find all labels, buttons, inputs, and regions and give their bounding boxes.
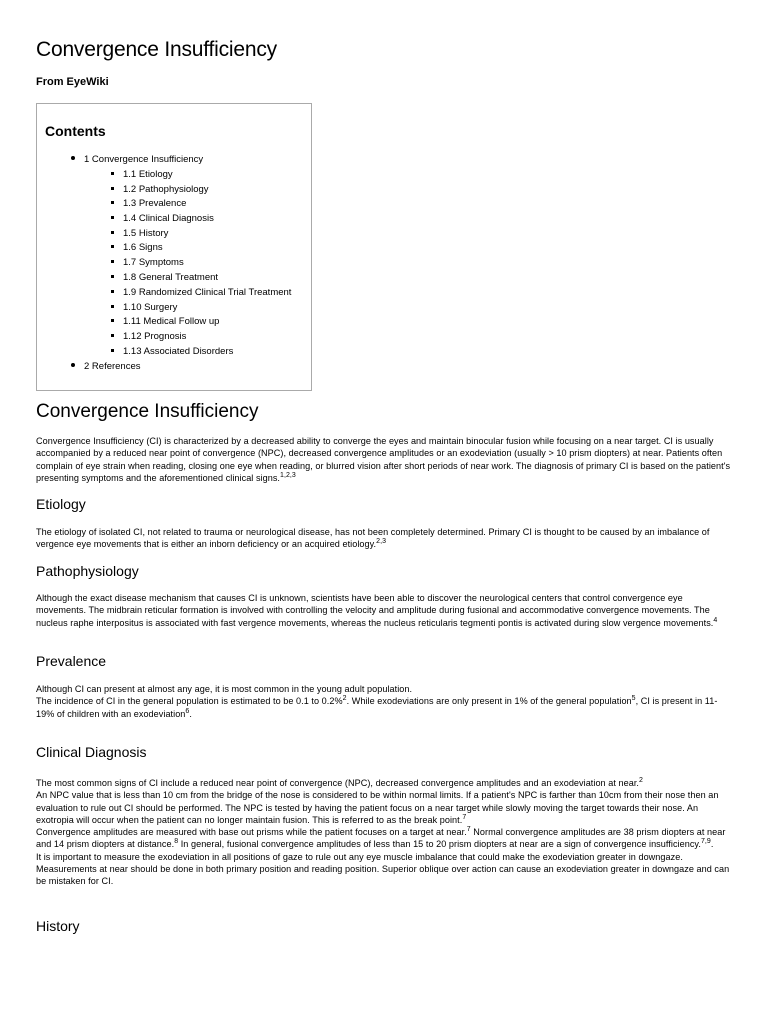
toc-item-1-6[interactable]: 1.6 Signs xyxy=(111,242,163,254)
section-heading-history: History xyxy=(36,918,80,934)
toc-title: Contents xyxy=(45,123,106,139)
toc-item-1-11[interactable]: 1.11 Medical Follow up xyxy=(111,316,219,328)
reference-link[interactable]: 8 xyxy=(174,838,179,846)
bullet-icon xyxy=(111,231,114,234)
reference-link[interactable]: 2 xyxy=(342,695,347,703)
reference-link[interactable]: 2,3 xyxy=(376,538,387,546)
etiology-paragraph: The etiology of isolated CI, not related to trauma or neurological disease, has not been completely determined. Primary CI is thought to be caused by an imbalance of vergence eye movements that is either an inborn deficiency or an acquired etiology.$^{2,3}$ xyxy=(36,527,710,550)
toc-item-1-7[interactable]: 1.7 Symptoms xyxy=(111,257,184,269)
table-of-contents xyxy=(36,103,312,391)
toc-item-1-2[interactable]: 1.2 Pathophysiology xyxy=(111,184,209,196)
toc-item-1[interactable]: 1 Convergence Insufficiency xyxy=(71,154,203,166)
reference-link[interactable]: 2 xyxy=(638,777,643,784)
bullet-icon xyxy=(111,201,114,204)
section-heading-etiology: Etiology xyxy=(36,496,86,512)
page-title: Convergence Insufficiency xyxy=(36,38,277,61)
bullet-icon xyxy=(111,349,114,352)
toc-item-1-3[interactable]: 1.3 Prevalence xyxy=(111,198,186,210)
section-heading-prevalence: Prevalence xyxy=(36,653,107,669)
toc-item-1-1[interactable]: 1.1 Etiology xyxy=(111,169,173,181)
section-heading-pathophysiology: Pathophysiology xyxy=(36,563,139,579)
bullet-icon xyxy=(71,363,75,367)
prevalence-paragraph: Although CI can present at almost any age, it is most common in the young adult population. The incidence of CI in the general population is estimated to be 0.1 to 0.2%$^2$. While exodeviations are only present in 1% of the general population$^5$, CI is present in 11-19% of children with an exodeviation$^6$. xyxy=(36,684,718,719)
bullet-icon xyxy=(111,275,114,278)
pathophysiology-paragraph: Although the exact disease mechanism that causes CI is unknown, scientists have been able to discover the neurological centers that control convergence eye movements. The midbrain reticular formation is involved with controlling the velocity and amplitude during fusional and accommodative convergence movements. The nucleus raphe interpositus is associated with fast vergence movements, whereas the nucleus reticularis tegmenti pontis is activated during slow vergence movements.$^4$ xyxy=(36,593,718,628)
reference-link[interactable]: 1,2,3 xyxy=(280,471,296,479)
bullet-icon xyxy=(111,187,114,190)
page-subtitle: From EyeWiki xyxy=(36,76,109,88)
bullet-icon xyxy=(71,156,75,160)
toc-item-1-13[interactable]: 1.13 Associated Disorders xyxy=(111,346,233,358)
reference-link[interactable]: 4 xyxy=(713,616,718,624)
toc-item-1-8[interactable]: 1.8 General Treatment xyxy=(111,272,218,284)
bullet-icon xyxy=(111,305,114,308)
toc-item-1-5[interactable]: 1.5 History xyxy=(111,228,168,240)
reference-link[interactable]: 7,9 xyxy=(700,838,711,846)
intro-paragraph: Convergence Insufficiency (CI) is characterized by a decreased ability to converge the eyes and maintain binocular fusion while focusing on a near target. CI is usually accompanied by a reduced near point of convergence (NPC), decreased convergence amplitudes or an exodeviation (usually > 10 prism diopters) at near. Patients often complain of eye strain when reading, closing one eye when reading, or blurred vision after short periods of near work. The diagnosis of primary CI is based on the patient's presenting symptoms and the aforementioned clinical signs.$^{1,2,3}$ xyxy=(36,436,731,483)
clinical-diagnosis-paragraph: The most common signs of CI include a reduced near point of convergence (NPC), decreased convergence amplitudes and an exodeviation at near.$^2$ An NPC value that is less than 10 cm from the bridge of the nose is considered to be within normal limits. If a patient's NPC is farther than 10cm from their nose then an evaluation to rule out CI should be performed. The NPC is tested by having the patient focus on a near target while slowly moving the target towards their nose. An exotropia will occur when the patient can no longer maintain fusion. This is referred to as the break point.$^7$ Convergence amplitudes are measured with base out prisms while the patient focuses on a target at near.$^7$ Normal convergence amplitudes are 38 prism diopters at near and 14 prism diopters at distance.$^8$ In general, fusional convergence amplitudes of less than 15 to 20 prism diopters at near are a sign of convergence insufficiency.$^{7,9}$. It is important to measure the exodeviation in all positions of gaze to rule out any eye muscle imbalance that could make the exodeviation greater in downgaze. Measurements at near should be done in both primary position and reading position. Superior oblique over action can cause an exodeviation greater in downgaze and can be mistaken for CI. xyxy=(36,777,730,887)
bullet-icon xyxy=(111,172,114,175)
article-heading: Convergence Insufficiency xyxy=(36,401,259,422)
reference-link[interactable]: 7 xyxy=(462,813,467,821)
bullet-icon xyxy=(111,319,114,322)
reference-link[interactable]: 7 xyxy=(466,826,471,834)
toc-item-1-9[interactable]: 1.9 Randomized Clinical Trial Treatment xyxy=(111,287,291,299)
bullet-icon xyxy=(111,334,114,337)
section-heading-clinical-diagnosis: Clinical Diagnosis xyxy=(36,744,147,760)
bullet-icon xyxy=(111,290,114,293)
toc-item-1-12[interactable]: 1.12 Prognosis xyxy=(111,331,186,343)
toc-item-1-10[interactable]: 1.10 Surgery xyxy=(111,302,177,314)
reference-link[interactable]: 6 xyxy=(185,707,190,715)
toc-item-1-4[interactable]: 1.4 Clinical Diagnosis xyxy=(111,213,214,225)
toc-item-2[interactable]: 2 References xyxy=(71,361,141,373)
bullet-icon xyxy=(111,245,114,248)
bullet-icon xyxy=(111,216,114,219)
bullet-icon xyxy=(111,260,114,263)
reference-link[interactable]: 5 xyxy=(631,695,636,703)
